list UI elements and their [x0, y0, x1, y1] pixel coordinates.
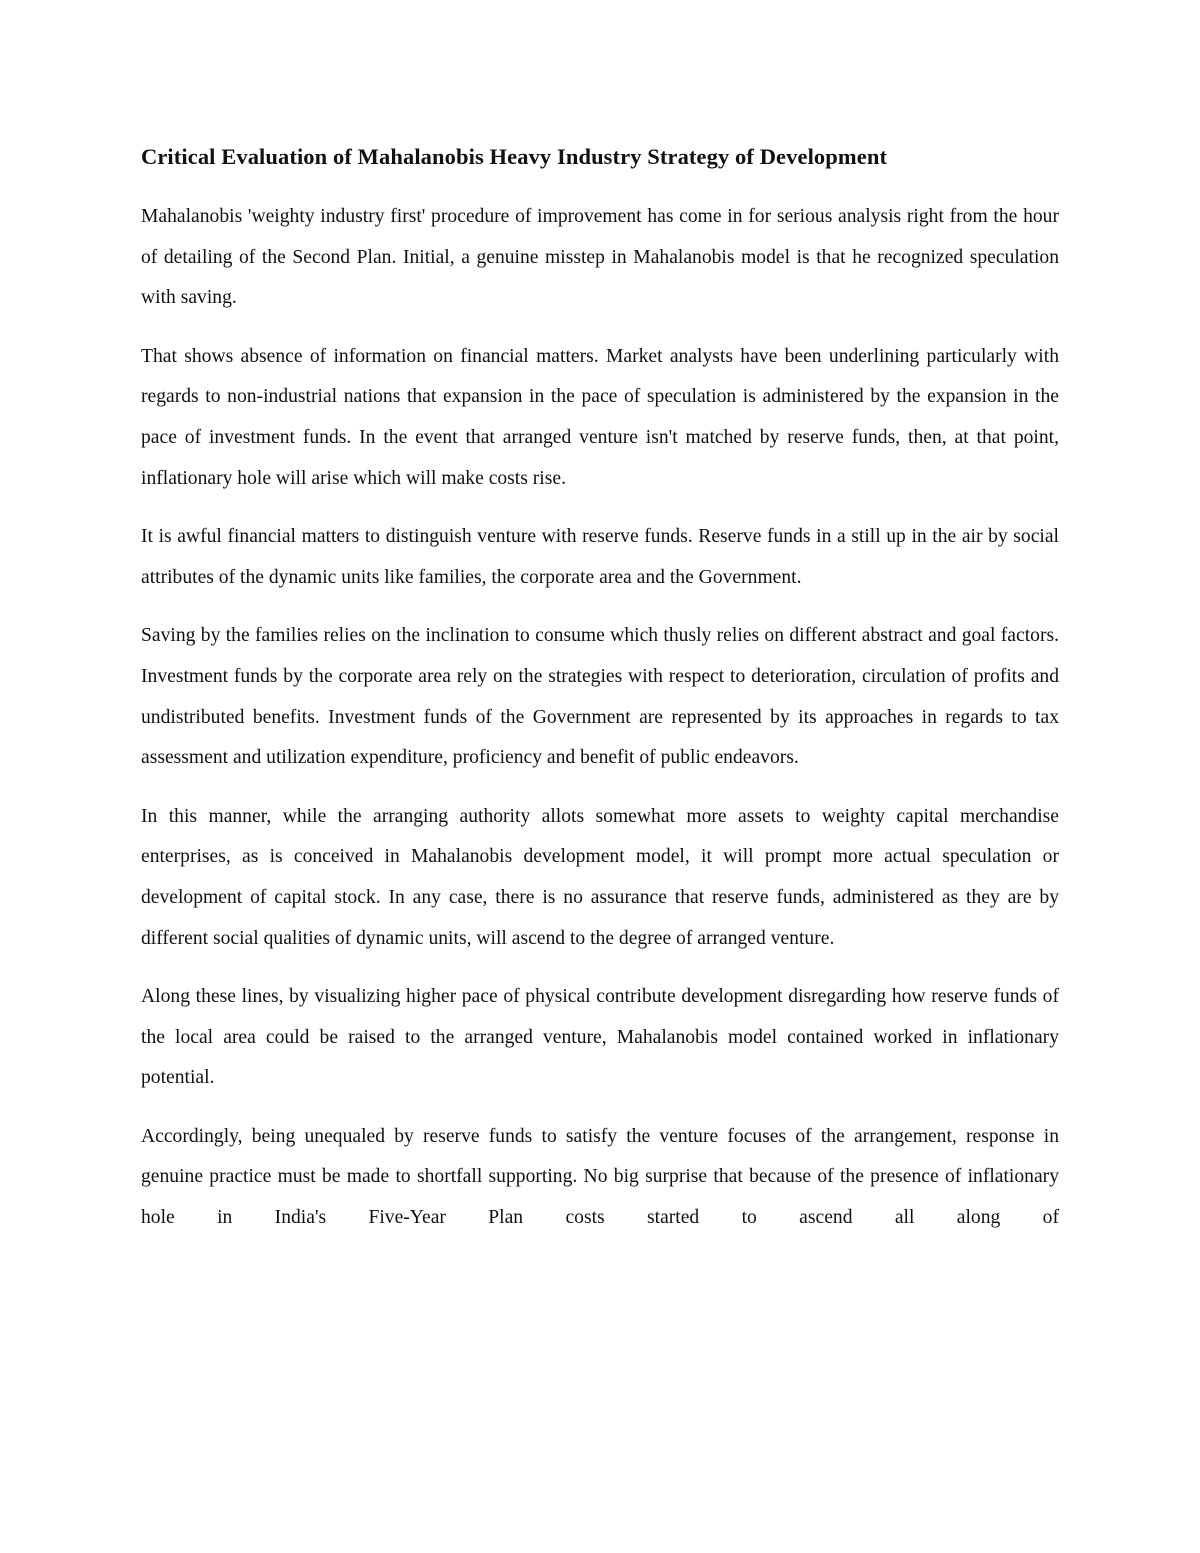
- document-page: [141, 137, 1059, 1239]
- paragraph-3: It is awful financial matters to distinguish venture with reserve funds. Reserve funds in a still up in the air by social attributes of the dynamic units like families, the corporate area and the Government.: [141, 526, 1059, 588]
- paragraph-2: That shows absence of information on financial matters. Market analysts have been underlining particularly with regards to non-industrial nations that expansion in the pace of speculation is administered by the expansion in the pace of investment funds. In the event that arranged venture isn't matched by reserve funds, then, at that point, inflationary hole will arise which will make costs rise.: [141, 345, 1059, 489]
- paragraph-6: Along these lines, by visualizing higher pace of physical contribute development disregarding how reserve funds of the local area could be raised to the arranged venture, Mahalanobis model contained worked in inflationary potential.: [141, 986, 1059, 1089]
- paragraph-1: Mahalanobis 'weighty industry first' procedure of improvement has come in for serious analysis right from the hour of detailing of the Second Plan. Initial, a genuine misstep in Mahalanobis model is that he recognized speculation with saving.: [141, 206, 1059, 309]
- paragraph-5: In this manner, while the arranging authority allots somewhat more assets to weighty capital merchandise enterprises, as is conceived in Mahalanobis development model, it will prompt more actual speculation or development of capital stock. In any case, there is no assurance that reserve funds, administered as they are by different social qualities of dynamic units, will ascend to the degree of arranged venture.: [141, 805, 1059, 949]
- document-title: Critical Evaluation of Mahalanobis Heavy Industry Strategy of Development: [141, 144, 888, 169]
- paragraph-4: Saving by the families relies on the inclination to consume which thusly relies on different abstract and goal factors. Investment funds by the corporate area rely on the strategies with respect to deterioration, circulation of profits and undistributed benefits. Investment funds of the Government are represented by its approaches in regards to tax assessment and utilization expenditure, proficiency and benefit of public endeavors.: [141, 625, 1059, 769]
- paragraph-7: Accordingly, being unequaled by reserve funds to satisfy the venture focuses of the arrangement, response in genuine practice must be made to shortfall supporting. No big surprise that because of the presence of inflationary hole in India's Five-Year Plan costs started to ascend all along of: [141, 1125, 1059, 1229]
